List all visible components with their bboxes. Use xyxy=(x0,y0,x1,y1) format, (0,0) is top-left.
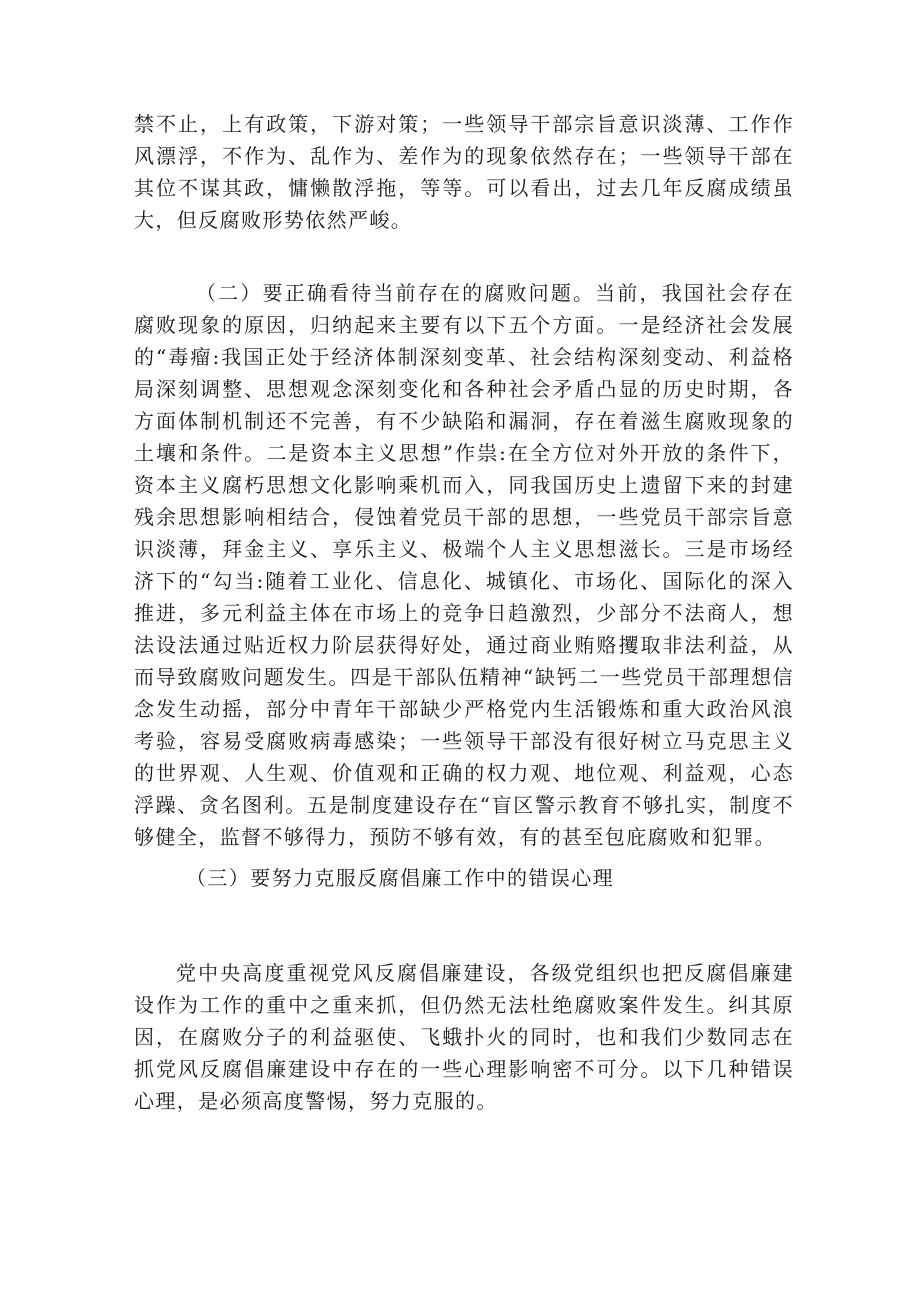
section-heading-three: （三）要努力克服反腐倡廉工作中的错误心理 xyxy=(186,866,614,890)
paragraph-section-two: （二）要正确看待当前存在的腐败问题。当前，我国社会存在腐败现象的原因，归纳起来主要有以下五个方面。一是经济社会发展的“毒瘤:我国正处于经济体制深刻变革、社会结构深刻变动、利益格局深刻调整、思想观念深刻变化和各种社会矛盾凸显的历史时期，各方面体制机制还不完善，有不少缺陷和漏洞，存在着滋生腐败现象的土壤和条件。二是资本主义思想”作祟:在全方位对外开放的条件下，资本主义腐朽思想文化影响乘机而入，同我国历史上遗留下来的封建残余思想影响相结合，侵蚀着党员干部的思想，一些党员干部宗旨意识淡薄，拜金主义、享乐主义、极端个人主义思想滋长。三是市场经济下的“勾当:随着工业化、信息化、城镇化、市场化、国际化的深入推进，多元利益主体在市场上的竞争日趋激烈，少部分不法商人，想法设法通过贴近权力阶层获得好处，通过商业贿赂攫取非法利益，从而导致腐败问题发生。四是干部队伍精神“缺钙二一些党员干部理想信念发生动摇，部分中青年干部缺少严格党内生活锻炼和重大政治风浪考验，容易受腐败病毒感染；一些领导干部没有很好树立马克思主义的世界观、人生观、价值观和正确的权力观、地位观、利益观，心态浮躁、贪名图利。五是制度建设存在“盲区警示教育不够扎实，制度不够健全，监督不够得力，预防不够有效，有的甚至包庇腐败和犯罪。 xyxy=(134,281,794,849)
paragraph-section-three-body: 党中央高度重视党风反腐倡廉建设，各级党组织也把反腐倡廉建设作为工作的重中之重来抓，但仍然无法杜绝腐败案件发生。纠其原因，在腐败分子的利益驱使、飞蛾扑火的同时，也和我们少数同志在抓党风反腐倡廉建设中存在的一些心理影响密不可分。以下几种错误心理，是必须高度警惕，努力克服的。 xyxy=(134,961,794,1113)
paragraph-continuation: 禁不止，上有政策，下游对策；一些领导干部宗旨意识淡薄、工作作风漂浮，不作为、乱作为、差作为的现象依然存在；一些领导干部在其位不谋其政，慵懒散浮拖，等等。可以看出，过去几年反腐成绩虽大，但反腐败形势依然严峻。 xyxy=(134,112,794,232)
